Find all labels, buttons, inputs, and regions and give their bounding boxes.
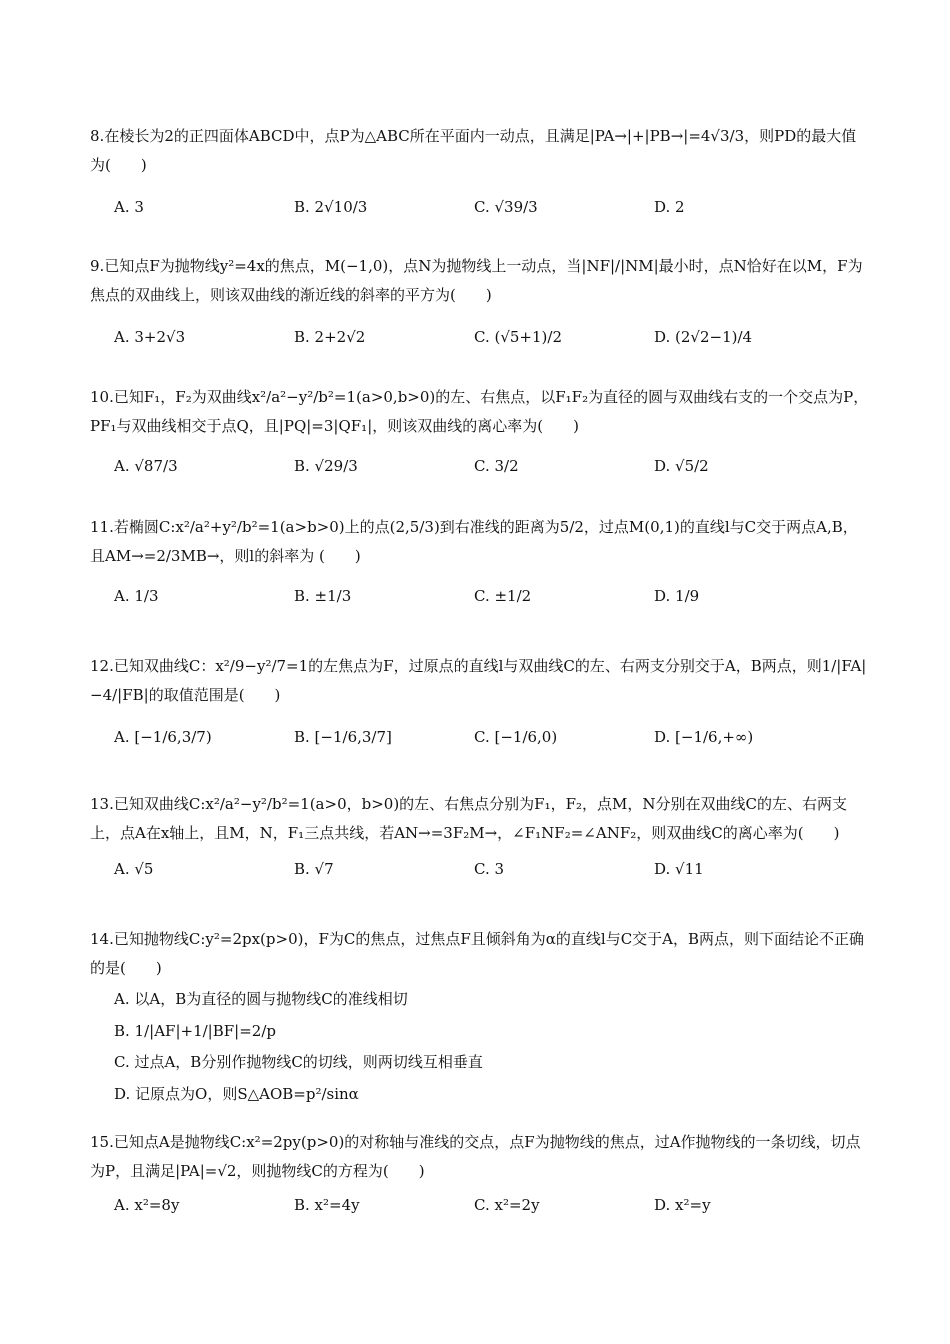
question-13: [90, 790, 870, 884]
option-b: B. x²=4y: [294, 1196, 360, 1214]
question-stem: 15.已知点A是抛物线C:x²=2py(p>0)的对称轴与准线的交点，点F为抛物线的焦点，过A作抛物线的一条切线，切点为P，且满足|PA|=√2，则抛物线C的方程为( ): [90, 1133, 861, 1180]
option-a: A. √5: [114, 860, 154, 878]
question-12: [90, 652, 870, 752]
option-d: D. 记原点为O，则S△AOB=p²/sinα: [114, 1084, 359, 1103]
option-b: B. ±1/3: [294, 587, 352, 605]
stem-text: 已知点F为抛物线y²=4x的焦点，M(−1,0)，点N为抛物线上一动点，当|NF|/|NM|最小时，点N恰好在以M，F为焦点的双曲线上，则该双曲线的渐近线的斜率的平方为( ): [90, 257, 863, 304]
option-a: A. 以A，B为直径的圆与抛物线C的准线相切: [114, 990, 408, 1008]
option-c: C. 3/2: [474, 457, 519, 475]
option-a: A. x²=8y: [114, 1196, 180, 1214]
question-stem: 13.已知双曲线C:x²/a²−y²/b²=1(a>0，b>0)的左、右焦点分别为F₁，F₂，点M，N分别在双曲线C的左、右两支上，点A在x轴上，且M，N，F₁三点共线，若AN→=3F₂M→，∠F₁NF₂=∠ANF₂，则双曲线C的离心率为( ): [90, 795, 847, 842]
option-b: B. 2+2√2: [294, 328, 366, 346]
option-b: B. [−1/6,3/7]: [294, 728, 392, 746]
question-stem: 14.已知抛物线C:y²=2px(p>0)，F为C的焦点，过焦点F且倾斜角为α的直线l与C交于A，B两点，则下面结论不正确的是( ): [90, 930, 865, 977]
option-b: B. 1/|AF|+1/|BF|=2/p: [114, 1021, 276, 1040]
question-stem: 8.在棱长为2的正四面体ABCD中，点P为△ABC所在平面内一动点，且满足|PA→|+|PB→|=4√3/3，则PD的最大值为( ): [90, 127, 857, 174]
stem-text: 已知双曲线C：x²/9−y²/7=1的左焦点为F，过原点的直线l与双曲线C的左、右两支分别交于A，B两点，则1/|FA|−4/|FB|的取值范围是( ): [90, 657, 867, 704]
stem-text: 已知点A是抛物线C:x²=2py(p>0)的对称轴与准线的交点，点F为抛物线的焦点，过A作抛物线的一条切线，切点为P，且满足|PA|=√2，则抛物线C的方程为( ): [90, 1133, 861, 1180]
option-c: C. x²=2y: [474, 1196, 540, 1214]
option-b: B. √29/3: [294, 457, 358, 475]
question-10: [90, 383, 870, 481]
stem-text: 已知双曲线C:x²/a²−y²/b²=1(a>0，b>0)的左、右焦点分别为F₁，F₂，点M，N分别在双曲线C的左、右两支上，点A在x轴上，且M，N，F₁三点共线，若AN→=3F₂M→，∠F₁NF₂=∠ANF₂，则双曲线C的离心率为( ): [90, 795, 847, 842]
option-c: C. (√5+1)/2: [474, 328, 562, 346]
option-c: C. 过点A，B分别作抛物线C的切线，则两切线互相垂直: [114, 1053, 483, 1071]
option-a: A. [−1/6,3/7): [114, 728, 212, 746]
stem-text: 已知F₁，F₂为双曲线x²/a²−y²/b²=1(a>0,b>0)的左、右焦点，以F₁F₂为直径的圆与双曲线右支的一个交点为P，PF₁与双曲线相交于点Q，且|PQ|=3|QF₁|，则该双曲线的离心率为( ): [90, 388, 869, 435]
question-8: [90, 122, 870, 222]
option-b: B. √7: [294, 860, 334, 878]
question-15: [90, 1128, 870, 1220]
stem-text: 在棱长为2的正四面体ABCD中，点P为△ABC所在平面内一动点，且满足|PA→|+|PB→|=4√3/3，则PD的最大值为( ): [90, 127, 857, 174]
option-d: D. 1/9: [654, 587, 700, 605]
stem-text: 若椭圆C:x²/a²+y²/b²=1(a>b>0)上的点(2,5/3)到右准线的距离为5/2，过点M(0,1)的直线l与C交于两点A,B，且AM→=2/3MB→，则l的斜率为 ( ): [90, 518, 858, 565]
option-d: D. (2√2−1)/4: [654, 328, 753, 346]
option-a: A. 1/3: [114, 587, 159, 605]
option-a: A. √87/3: [114, 457, 178, 475]
stem-text: 已知抛物线C:y²=2px(p>0)，F为C的焦点，过焦点F且倾斜角为α的直线l与C交于A，B两点，则下面结论不正确的是( ): [90, 930, 865, 977]
question-14: [90, 925, 870, 1110]
question-11: [90, 513, 870, 611]
question-stem: 10.已知F₁，F₂为双曲线x²/a²−y²/b²=1(a>0,b>0)的左、右焦点，以F₁F₂为直径的圆与双曲线右支的一个交点为P，PF₁与双曲线相交于点Q，且|PQ|=3|QF₁|，则该双曲线的离心率为( ): [90, 388, 869, 435]
option-d: D. 2: [654, 198, 685, 216]
option-a: A. 3+2√3: [114, 328, 186, 346]
option-c: C. ±1/2: [474, 587, 532, 605]
option-d: D. √11: [654, 860, 704, 878]
option-b: B. 2√10/3: [294, 198, 368, 216]
option-d: D. x²=y: [654, 1196, 711, 1214]
question-9: [90, 252, 870, 352]
option-c: C. √39/3: [474, 198, 538, 216]
question-stem: 9.已知点F为抛物线y²=4x的焦点，M(−1,0)，点N为抛物线上一动点，当|NF|/|NM|最小时，点N恰好在以M，F为焦点的双曲线上，则该双曲线的渐近线的斜率的平方为( ): [90, 257, 863, 304]
option-d: D. √5/2: [654, 457, 709, 475]
question-stem: 12.已知双曲线C：x²/9−y²/7=1的左焦点为F，过原点的直线l与双曲线C的左、右两支分别交于A，B两点，则1/|FA|−4/|FB|的取值范围是( ): [90, 657, 867, 704]
option-c: C. 3: [474, 860, 505, 878]
question-stem: 11.若椭圆C:x²/a²+y²/b²=1(a>b>0)上的点(2,5/3)到右准线的距离为5/2，过点M(0,1)的直线l与C交于两点A,B，且AM→=2/3MB→，则l的斜率为 ( ): [90, 518, 858, 565]
option-d: D. [−1/6,+∞): [654, 728, 754, 746]
option-a: A. 3: [114, 198, 144, 216]
option-c: C. [−1/6,0): [474, 728, 558, 746]
